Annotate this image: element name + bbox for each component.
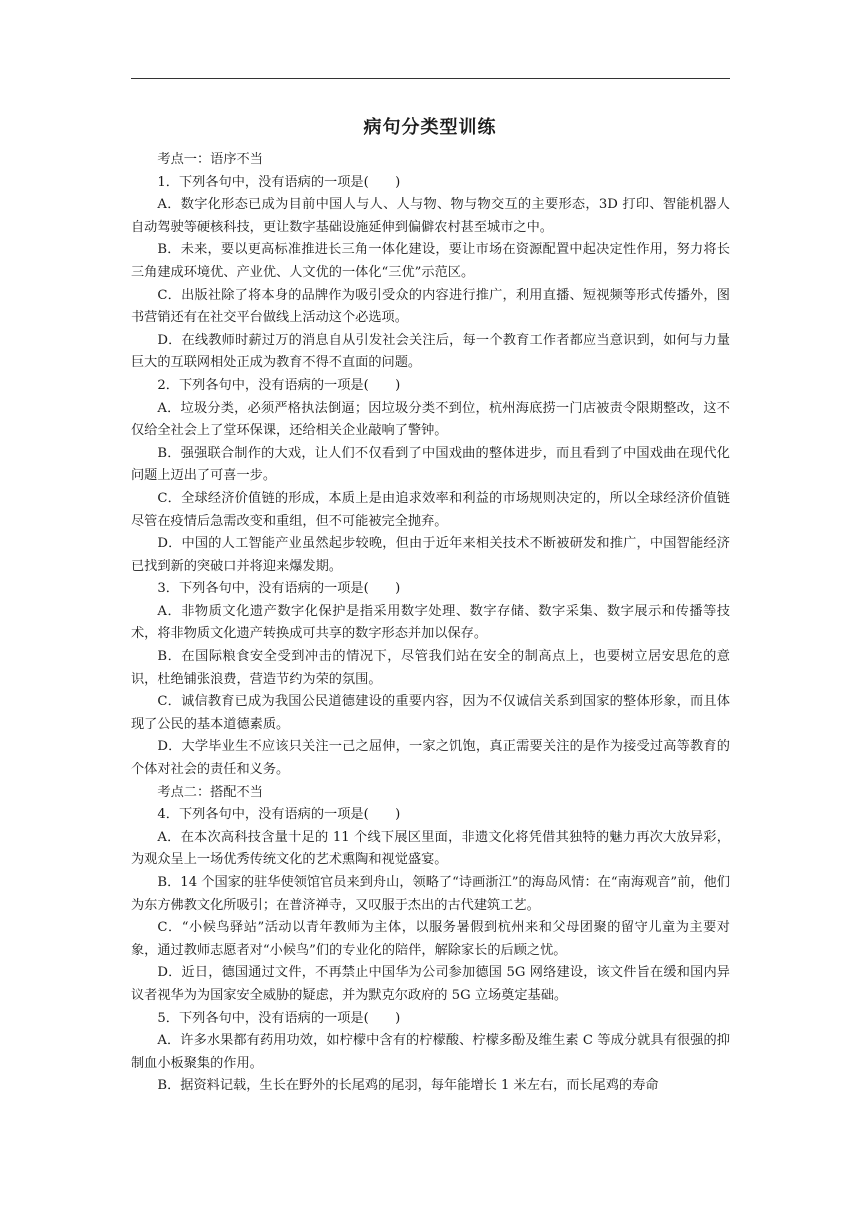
q1-option-c: C．出版社除了将本身的品牌作为吸引受众的内容进行推广，利用直播、短视频等形式传播外，图书营销还有在社交平台做线上活动这个必选项。 (131, 287, 730, 326)
q4-option-c: C．“小候鸟驿站”活动以青年教师为主体，以服务暑假到杭州来和父母团聚的留守儿童为主要对象，通过教师志愿者对“小候鸟”们的专业化的陪伴，解除家长的后顾之忧。 (131, 920, 730, 958)
q1-option-d: D．在线教师时薪过万的消息自从引发社会关注后，每一个教育工作者都应当意识到，如何与力量巨大的互联网相处正成为教育不得不直面的问题。 (131, 332, 730, 371)
q4-option-b: B．14 个国家的驻华使领馆官员来到舟山，领略了“诗画浙江”的海岛风情：在“南海观音”前，他们为东方佛教文化所吸引；在普济禅寺，又叹服于杰出的古代建筑工艺。 (131, 875, 730, 913)
q4-option-d: D．近日，德国通过文件，不再禁止中国华为公司参加德国 5G 网络建设，该文件旨在缓和国内异议者视华为为国家安全威胁的疑虑，并为默克尔政府的 5G 立场奠定基础。 (131, 965, 730, 1003)
q2-option-b: B．强强联合制作的大戏，让人们不仅看到了中国戏曲的整体进步，而且看到了中国戏曲在现代化问题上迈出了可喜一步。 (131, 445, 730, 484)
q3-option-a: A．非物质文化遗产数字化保护是指采用数字处理、数字存储、数字采集、数字展示和传播等技术，将非物质文化遗产转换成可共享的数字形态并加以保存。 (131, 603, 730, 642)
question-1: 1．下列各句中，没有语病的一项是( ) (157, 174, 401, 190)
q3-option-d: D．大学毕业生不应该只关注一己之屈伸，一家之饥饱，真正需要关注的是作为接受过高等教育的个体对社会的责任和义务。 (131, 739, 730, 778)
q3-option-b: B．在国际粮食安全受到冲击的情况下，尽管我们站在安全的制高点上，也要树立居安思危的意识，杜绝铺张浪费，营造节约为荣的氛围。 (131, 649, 730, 687)
q1-option-a: A．数字化形态已成为目前中国人与人、人与物、物与物交互的主要形态，3D 打印、智能机器人自动驾驶等硬核科技，更让数字基础设施延伸到偏僻农村甚至城市之中。 (131, 197, 730, 235)
section-heading-2: 考点二：搭配不当 (157, 784, 263, 800)
document-body (131, 149, 730, 1098)
q2-option-d: D．中国的人工智能产业虽然起步较晚，但由于近年来相关技术不断被研发和推广，中国智能经济已找到新的突破口并将迎来爆发期。 (131, 536, 730, 574)
q1-option-b: B．未来，要以更高标准推进长三角一体化建设，要让市场在资源配置中起决定性作用，努力将长三角建成环境优、产业优、人文优的一体化“三优”示范区。 (131, 242, 730, 280)
top-rule (131, 78, 730, 79)
q3-option-c: C．诚信教育已成为我国公民道德建设的重要内容，因为不仅诚信关系到国家的整体形象，而且体现了公民的基本道德素质。 (131, 694, 730, 732)
question-5: 5．下列各句中，没有语病的一项是( ) (157, 1010, 401, 1026)
question-3: 3．下列各句中，没有语病的一项是( ) (157, 581, 401, 597)
section-heading-1: 考点一：语序不当 (157, 152, 263, 167)
q4-option-a: A．在本次高科技含量十足的 11 个线下展区里面，非遗文化将凭借其独特的魅力再次大放异彩，为观众呈上一场优秀传统文化的艺术熏陶和视觉盛宴。 (131, 829, 730, 868)
page-title: 病句分类型训练 (363, 117, 497, 138)
question-2: 2．下列各句中，没有语病的一项是( ) (157, 377, 401, 393)
q2-option-a: A．垃圾分类，必须严格执法倒逼；因垃圾分类不到位，杭州海底捞一门店被责令限期整改，这不仅给全社会上了堂环保课，还给相关企业敲响了警钟。 (131, 400, 730, 439)
question-4: 4．下列各句中，没有语病的一项是( ) (157, 807, 401, 823)
q5-option-b: B．据资料记载，生长在野外的长尾鸡的尾羽，每年能增长 1 米左右，而长尾鸡的寿命 (157, 1078, 659, 1094)
q5-option-a: A．许多水果都有药用功效，如柠檬中含有的柠檬酸、柠檬多酚及维生素 C 等成分就具有很强的抑制血小板聚集的作用。 (131, 1033, 730, 1071)
q2-option-c: C．全球经济价值链的形成，本质上是由追求效率和利益的市场规则决定的，所以全球经济价值链尽管在疫情后急需改变和重组，但不可能被完全抛弃。 (131, 490, 730, 529)
